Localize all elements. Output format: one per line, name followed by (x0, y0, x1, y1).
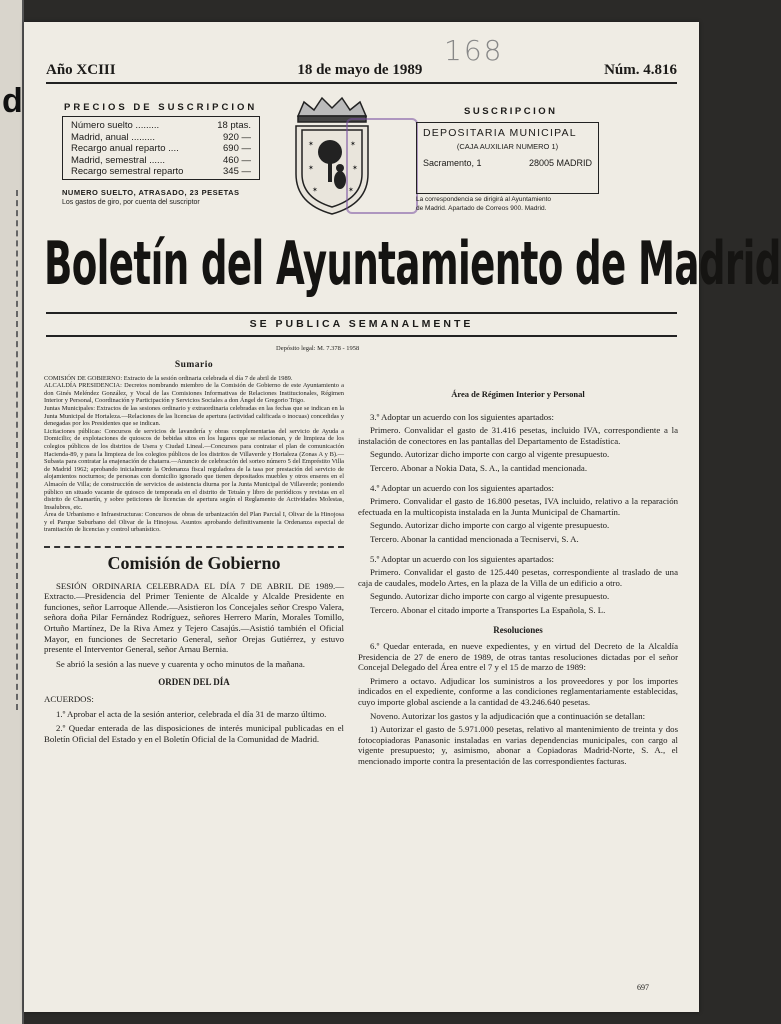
precios-box (62, 116, 260, 180)
precio-row: Madrid, semestral ...... 460 — (71, 154, 251, 166)
sumario-paragraph: Licitaciones públicas: Concursos de servicios de lavandería y obras complementarias del servicio de Ayuda a Domicilio; de explotaciones de quioscos de bebidas sitos en los lugares que se relacionan, y de limpieza de los colegios públicos de los distritos de Usera y Ciudad Lineal.—Concursos para contratar el plan de comunicación Hacienda-89, y para la limpieza de los colegios públicos de los distritos de Villaverde y Hortaleza (Zonas A y B).—Subasta para contratar la enajenación de chatarra.—Anuncio de celebración del sorteo número 5 del Empréstito Villa de Madrid 1962; aprobando inicialmente la Ordenanza fiscal reguladora de la tasa por prestación del servicio de alojamientos nocturnos; de personas con domicilio ignorado que tienen depositados muebles y otros enseres en el Almacén de Villa; de construcción de servicios de asistencia diurna por la Junta Municipal de Villaverde; poniendo público un situado vacante de quiosco de temporada en el distrito de Tetuán y libro de periódicos y revistas en el distrito de Chamartín, y sobre peticiones de licencias de apertura según el Reglamento de Actividades Molestas, Insalubres, etc. (44, 427, 344, 511)
suscripcion-line1: DEPOSITARIA MUNICIPAL (423, 127, 577, 139)
left-page-letter: d (2, 82, 23, 120)
masthead-rule (46, 312, 677, 314)
svg-text:✶: ✶ (308, 164, 314, 172)
issue-date: 18 de mayo de 1989 (297, 62, 423, 78)
document-page (24, 22, 781, 1012)
comision-paragraph: Se abrió la sesión a las nueve y cuarenta y ocho minutos de la mañana. (56, 658, 305, 669)
orden-item: 2.º Quedar enterada de las disposiciones de interés municipal publicadas en el Boletín Oficial del Estado y en el Boletín Oficial de la Comunidad de Madrid. (44, 723, 344, 744)
suscripcion-address-row (423, 158, 592, 168)
deposito-legal: Depósito legal: M. 7.378 - 1958 (276, 345, 360, 352)
acuerdo-block: 3.º Adoptar un acuerdo con los siguientes apartados: Primero. Convalidar el gasto de 31.416 pesetas, incluido IVA, correspondiente a la instalación de conectores en las pantallas del Departamento de Estadística. Segundo. Autorizar dicho importe con cargo al vigente presupuesto. Tercero. Abonar a Nokia Data, S. A., la cantidad mencionada. (358, 411, 678, 473)
suscripcion-postal: 28005 MADRID (528, 158, 592, 168)
header-line (46, 62, 677, 79)
sumario-title: Sumario (174, 360, 214, 370)
suscripcion-note: La correspondencia se dirigirá al Ayuntamiento (416, 196, 552, 203)
suscripcion-address: Sacramento, 1 (423, 158, 482, 168)
resolucion-paragraph: 1) Autorizar el gasto de 5.971.000 pesetas, relativo al mantenimiento de treinta y dos fotocopiadoras Panasonic instaladas en varias dependencias municipales, con cargo al vigente presupuesto; y, asimismo, abonar a Copiadoras Madrid-Norte, S. A., el mencionado importe contra la presentación de las correspondientes facturas. (358, 724, 678, 767)
suscripcion-title: SUSCRIPCION (464, 106, 558, 117)
resolucion-paragraph: Noveno. Autorizar los gastos y la adjudicación que a continuación se detallan: (370, 710, 646, 721)
issue-number: Núm. 4.816 (604, 62, 677, 78)
sumario-section (44, 360, 344, 534)
precios-title: PRECIOS DE SUSCRIPCION (64, 102, 258, 113)
svg-text:✶: ✶ (312, 186, 318, 194)
sumario-paragraph: COMISIÓN DE GOBIERNO: Extracto de la sesión ordinaria celebrada el día 7 de abril de 1989. (44, 374, 293, 382)
sumario-paragraph: Área de Urbanismo e Infraestructuras: Concursos de obras de urbanización del Plan Parcial I, Olivar de la Hinojosa y el Parque Suburbano del Olivar de la Hinojosa. Asuntos aprobando definitivamente la Ordenanza especial de tramitación de licencias y control urbanístico. (44, 511, 344, 534)
acuerdo-block: 5.º Adoptar un acuerdo con los siguientes apartados: Primero. Convalidar el gasto de 125.440 pesetas, correspondiente al traslado de una caja de caudales, modelo Artes, en la plaza de la Villa de un edificio a otro. Segundo. Autorizar dicho importe con cargo al vigente presupuesto. Tercero. Abonar el citado importe a Transportes La Española, S. L. (358, 553, 678, 615)
suscripcion-note: de Madrid. Apartado de Correos 900. Madrid. (416, 205, 547, 212)
resolucion-paragraph: Primero a octavo. Adjudicar los suministros a los proveedores y por los importes indicados en el expediente, conforme a las condiciones reglamentariamente establecidas, cuyo importe global asciende a la cantidad de 43.246.640 pesetas. (358, 675, 678, 708)
orden-title: ORDEN DEL DÍA (158, 677, 230, 688)
left-column (44, 358, 344, 748)
precios-note: Los gastos de giro, por cuenta del suscriptor (62, 199, 200, 206)
precios-note: NUMERO SUELTO, ATRASADO, 23 PESETAS (62, 188, 240, 197)
acuerdo-block: 4.º Adoptar un acuerdo con los siguientes apartados: Primero. Convalidar el gasto de 16.800 pesetas, IVA incluido, relativo a la reparación efectuada en la multicopista instalada en la Junta Municipal de Chamartín. Segundo. Autorizar dicho importe con cargo al vigente presupuesto. Tercero. Abonar la cantidad mencionada a Tecniservi, S. A. (358, 482, 678, 544)
masthead-title: Boletín del Ayuntamiento de Madrid (44, 229, 781, 299)
precio-row: Número suelto ......... 18 ptas. (71, 120, 251, 131)
library-stamp (346, 118, 418, 214)
handwritten-number: 168 (444, 34, 504, 67)
sumario-paragraph: ALCALDÍA PRESIDENCIA: Decretos nombrando miembro de la Comisión de Gobierno de este Ayuntamiento a don Ginés Meléndez González, y Vocal de las Comisiones Informativas de Relaciones Institucionales, Régimen Interior y Personal, Coordinación y Participación y Servicios Sociales a don Ángel de Gregorio Trigo. (44, 382, 344, 405)
svg-text:✶: ✶ (350, 140, 356, 148)
left-page-sliver (0, 0, 24, 1024)
suscripcion-line2: (CAJA AUXILIAR NUMERO 1) (456, 142, 559, 151)
left-page-dashed-border (6, 190, 18, 710)
issue-year: Año XCIII (46, 62, 116, 78)
resoluciones-title: Resoluciones (493, 624, 543, 635)
svg-text:✶: ✶ (308, 140, 314, 148)
resolucion-paragraph: 6.º Quedar enterada, en nueve expedientes, y en virtud del Decreto de la Alcaldía Presidencia de 27 de enero de 1989, de otras tantas resoluciones dictadas por el señor Concejal Delegado del Área entre el 7 y el 15 de marzo de 1989: (358, 641, 678, 673)
masthead-subtitle: SE PUBLICA SEMANALMENTE (249, 318, 474, 330)
precio-row: Madrid, anual ......... 920 — (71, 131, 251, 143)
acuerdos-label: ACUERDOS: (44, 694, 94, 704)
right-column (358, 358, 678, 770)
page-number: 697 (637, 983, 649, 992)
comision-title: Comisión de Gobierno (107, 553, 281, 574)
precio-row: Recargo anual reparto .... 690 — (71, 143, 251, 154)
comision-paragraph: SESIÓN ORDINARIA CELEBRADA EL DÍA 7 DE ABRIL DE 1989.—Extracto.—Presidencia del Primer Teniente de Alcalde y Alcalde Presidente en funciones, señor Larroque Allende.—Asistieron los Concejales señor Crespo Valera, señora doña Pilar Fernández Rodríguez, señores Herrero Marín, Morales Tomillo, Ortuño Martínez, De la Riva Amez y Tejero Casajús.—Asistió también el Oficial Mayor, en funciones de Secretario General, señor Orejas Gutiérrez, y estuvo presente el Interventor General, señor Arnau Bernia. (44, 580, 344, 655)
suscripcion-box (416, 122, 599, 194)
precio-row: Recargo semestral reparto 345 — (71, 166, 251, 177)
sumario-paragraph: Juntas Municipales: Extractos de las sesiones ordinario y extraordinaria celebradas en las fechas que se indican en la Junta Municipal de Hortaleza.—Relaciones de las licencias de apertura (actividad calificada o inocuas) concedidas y denegadas por los Presidentes que se indican. (44, 404, 344, 428)
comision-section (44, 553, 344, 744)
area-title: Área de Régimen Interior y Personal (451, 389, 585, 399)
svg-text:✶: ✶ (348, 186, 354, 194)
svg-text:✶: ✶ (352, 164, 358, 172)
section-divider (44, 546, 344, 548)
header-rule (46, 82, 677, 84)
orden-item: 1.º Aprobar el acta de la sesión anterior, celebrada el día 31 de marzo último. (56, 708, 327, 719)
subtitle-rule (46, 335, 677, 337)
